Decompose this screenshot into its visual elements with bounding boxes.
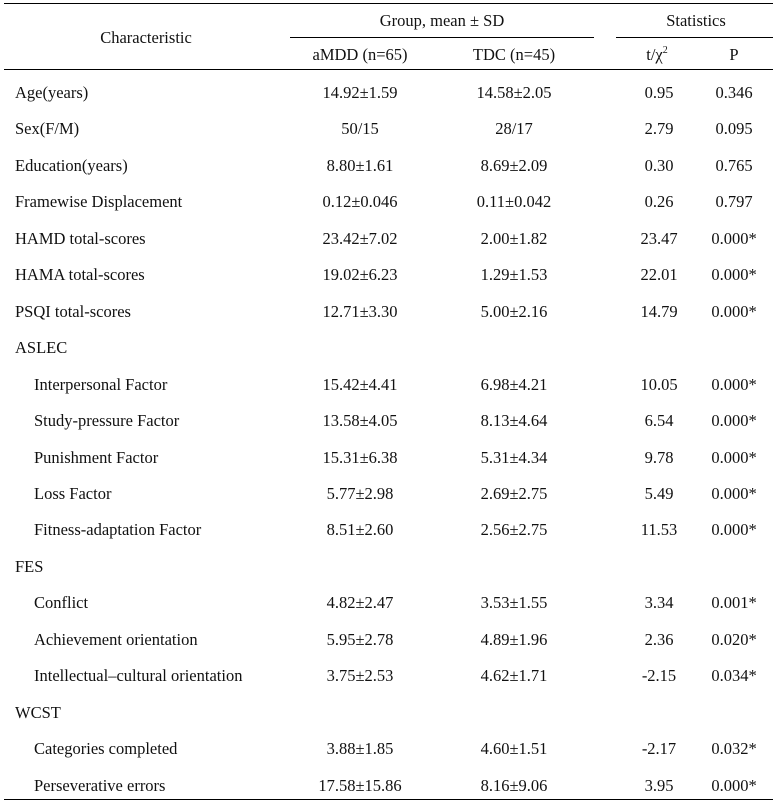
cell-t: 6.54 <box>644 411 674 430</box>
cell-p: 0.000* <box>711 520 757 539</box>
cell-amdd: 13.58±4.05 <box>322 411 398 430</box>
cell-amdd: 8.51±2.60 <box>326 520 394 539</box>
cell-t: 5.49 <box>644 484 674 503</box>
row-label: Conflict <box>34 593 89 612</box>
cell-t: 3.95 <box>644 776 674 795</box>
cell-tdc: 4.60±1.51 <box>480 739 548 758</box>
cell-amdd: 50/15 <box>341 119 379 138</box>
cell-p: 0.000* <box>711 484 757 503</box>
row-label: Interpersonal Factor <box>34 375 168 394</box>
cell-p: 0.095 <box>715 119 753 138</box>
row-label: Framewise Displacement <box>15 192 183 211</box>
cell-t: 22.01 <box>640 265 678 284</box>
cell-t: 0.30 <box>644 156 674 175</box>
row-label: HAMA total-scores <box>15 265 145 284</box>
cell-p: 0.000* <box>711 265 757 284</box>
cell-tdc: 5.00±2.16 <box>480 302 548 321</box>
cell-amdd: 19.02±6.23 <box>322 265 398 284</box>
cell-amdd: 3.75±2.53 <box>326 666 394 685</box>
header-group: Group, mean ± SD <box>379 11 505 30</box>
cell-tdc: 8.13±4.64 <box>480 411 548 430</box>
cell-tdc: 2.56±2.75 <box>480 520 548 539</box>
cell-p: 0.000* <box>711 411 757 430</box>
cell-p: 0.000* <box>711 448 757 467</box>
row-label: Achievement orientation <box>34 630 198 649</box>
section-label: FES <box>15 557 44 576</box>
cell-t: 2.79 <box>644 119 674 138</box>
header-tdc: TDC (n=45) <box>472 45 556 64</box>
cell-p: 0.020* <box>711 630 757 649</box>
cell-p: 0.346 <box>715 83 753 102</box>
cell-t: -2.17 <box>641 739 677 758</box>
header-p: P <box>729 45 739 64</box>
cell-amdd: 0.12±0.046 <box>322 192 398 211</box>
header-amdd: aMDD (n=65) <box>312 45 408 64</box>
cell-t: 14.79 <box>640 302 678 321</box>
header-characteristic: Characteristic <box>100 28 192 47</box>
cell-tdc: 8.69±2.09 <box>480 156 548 175</box>
header-bottom-rule <box>4 69 773 70</box>
cell-p: 0.000* <box>711 302 757 321</box>
cell-t: 23.47 <box>640 229 678 248</box>
cell-t: 0.95 <box>644 83 674 102</box>
header-t-superscript: 2 <box>662 44 668 56</box>
cell-p: 0.000* <box>711 375 757 394</box>
row-label: Sex(F/M) <box>15 119 80 138</box>
cell-tdc: 3.53±1.55 <box>480 593 548 612</box>
section-label: ASLEC <box>15 338 68 357</box>
cell-t: 2.36 <box>644 630 674 649</box>
row-label: Education(years) <box>15 156 128 175</box>
bottom-rule <box>4 799 773 800</box>
cell-t: 0.26 <box>644 192 674 211</box>
cell-amdd: 12.71±3.30 <box>322 302 398 321</box>
cell-tdc: 2.69±2.75 <box>480 484 548 503</box>
cell-amdd: 5.95±2.78 <box>326 630 394 649</box>
cell-tdc: 4.89±1.96 <box>480 630 548 649</box>
cell-p: 0.034* <box>711 666 757 685</box>
cell-p: 0.765 <box>715 156 753 175</box>
cell-p: 0.032* <box>711 739 757 758</box>
cell-tdc: 5.31±4.34 <box>480 448 548 467</box>
cell-p: 0.001* <box>711 593 757 612</box>
cell-amdd: 8.80±1.61 <box>326 156 394 175</box>
cell-amdd: 3.88±1.85 <box>326 739 394 758</box>
cell-amdd: 4.82±2.47 <box>326 593 394 612</box>
cell-p: 0.000* <box>711 229 757 248</box>
header-t-label: t/χ <box>646 45 663 64</box>
header-statistics: Statistics <box>666 11 726 30</box>
cell-t: 3.34 <box>644 593 674 612</box>
cell-amdd: 15.42±4.41 <box>322 375 398 394</box>
cell-amdd: 14.92±1.59 <box>322 83 398 102</box>
row-label: Study-pressure Factor <box>34 411 180 430</box>
cell-tdc: 14.58±2.05 <box>476 83 552 102</box>
cell-tdc: 6.98±4.21 <box>480 375 548 394</box>
row-label: HAMD total-scores <box>15 229 146 248</box>
cell-tdc: 28/17 <box>495 119 533 138</box>
row-label: PSQI total-scores <box>15 302 131 321</box>
row-label: Age(years) <box>15 83 89 102</box>
row-label: Punishment Factor <box>34 448 159 467</box>
cell-tdc: 1.29±1.53 <box>480 265 548 284</box>
cell-tdc: 2.00±1.82 <box>480 229 548 248</box>
cell-tdc: 8.16±9.06 <box>480 776 548 795</box>
section-label: WCST <box>15 703 61 722</box>
cell-tdc: 4.62±1.71 <box>480 666 548 685</box>
row-label: Intellectual–cultural orientation <box>34 666 243 685</box>
cell-amdd: 15.31±6.38 <box>322 448 398 467</box>
statistics-underline <box>616 37 773 38</box>
cell-t: 10.05 <box>640 375 678 394</box>
row-label: Perseverative errors <box>34 776 166 795</box>
cell-amdd: 17.58±15.86 <box>318 776 402 795</box>
cell-t: 9.78 <box>644 448 674 467</box>
row-label: Categories completed <box>34 739 178 758</box>
top-rule <box>4 3 773 4</box>
cell-p: 0.797 <box>715 192 753 211</box>
row-label: Fitness-adaptation Factor <box>34 520 202 539</box>
group-underline <box>290 37 594 38</box>
cell-t: 11.53 <box>640 520 678 539</box>
cell-t: -2.15 <box>641 666 677 685</box>
cell-tdc: 0.11±0.042 <box>476 192 552 211</box>
cell-p: 0.000* <box>711 776 757 795</box>
cell-amdd: 5.77±2.98 <box>326 484 394 503</box>
row-label: Loss Factor <box>34 484 112 503</box>
header-t-chi <box>646 45 668 65</box>
cell-amdd: 23.42±7.02 <box>322 229 398 248</box>
